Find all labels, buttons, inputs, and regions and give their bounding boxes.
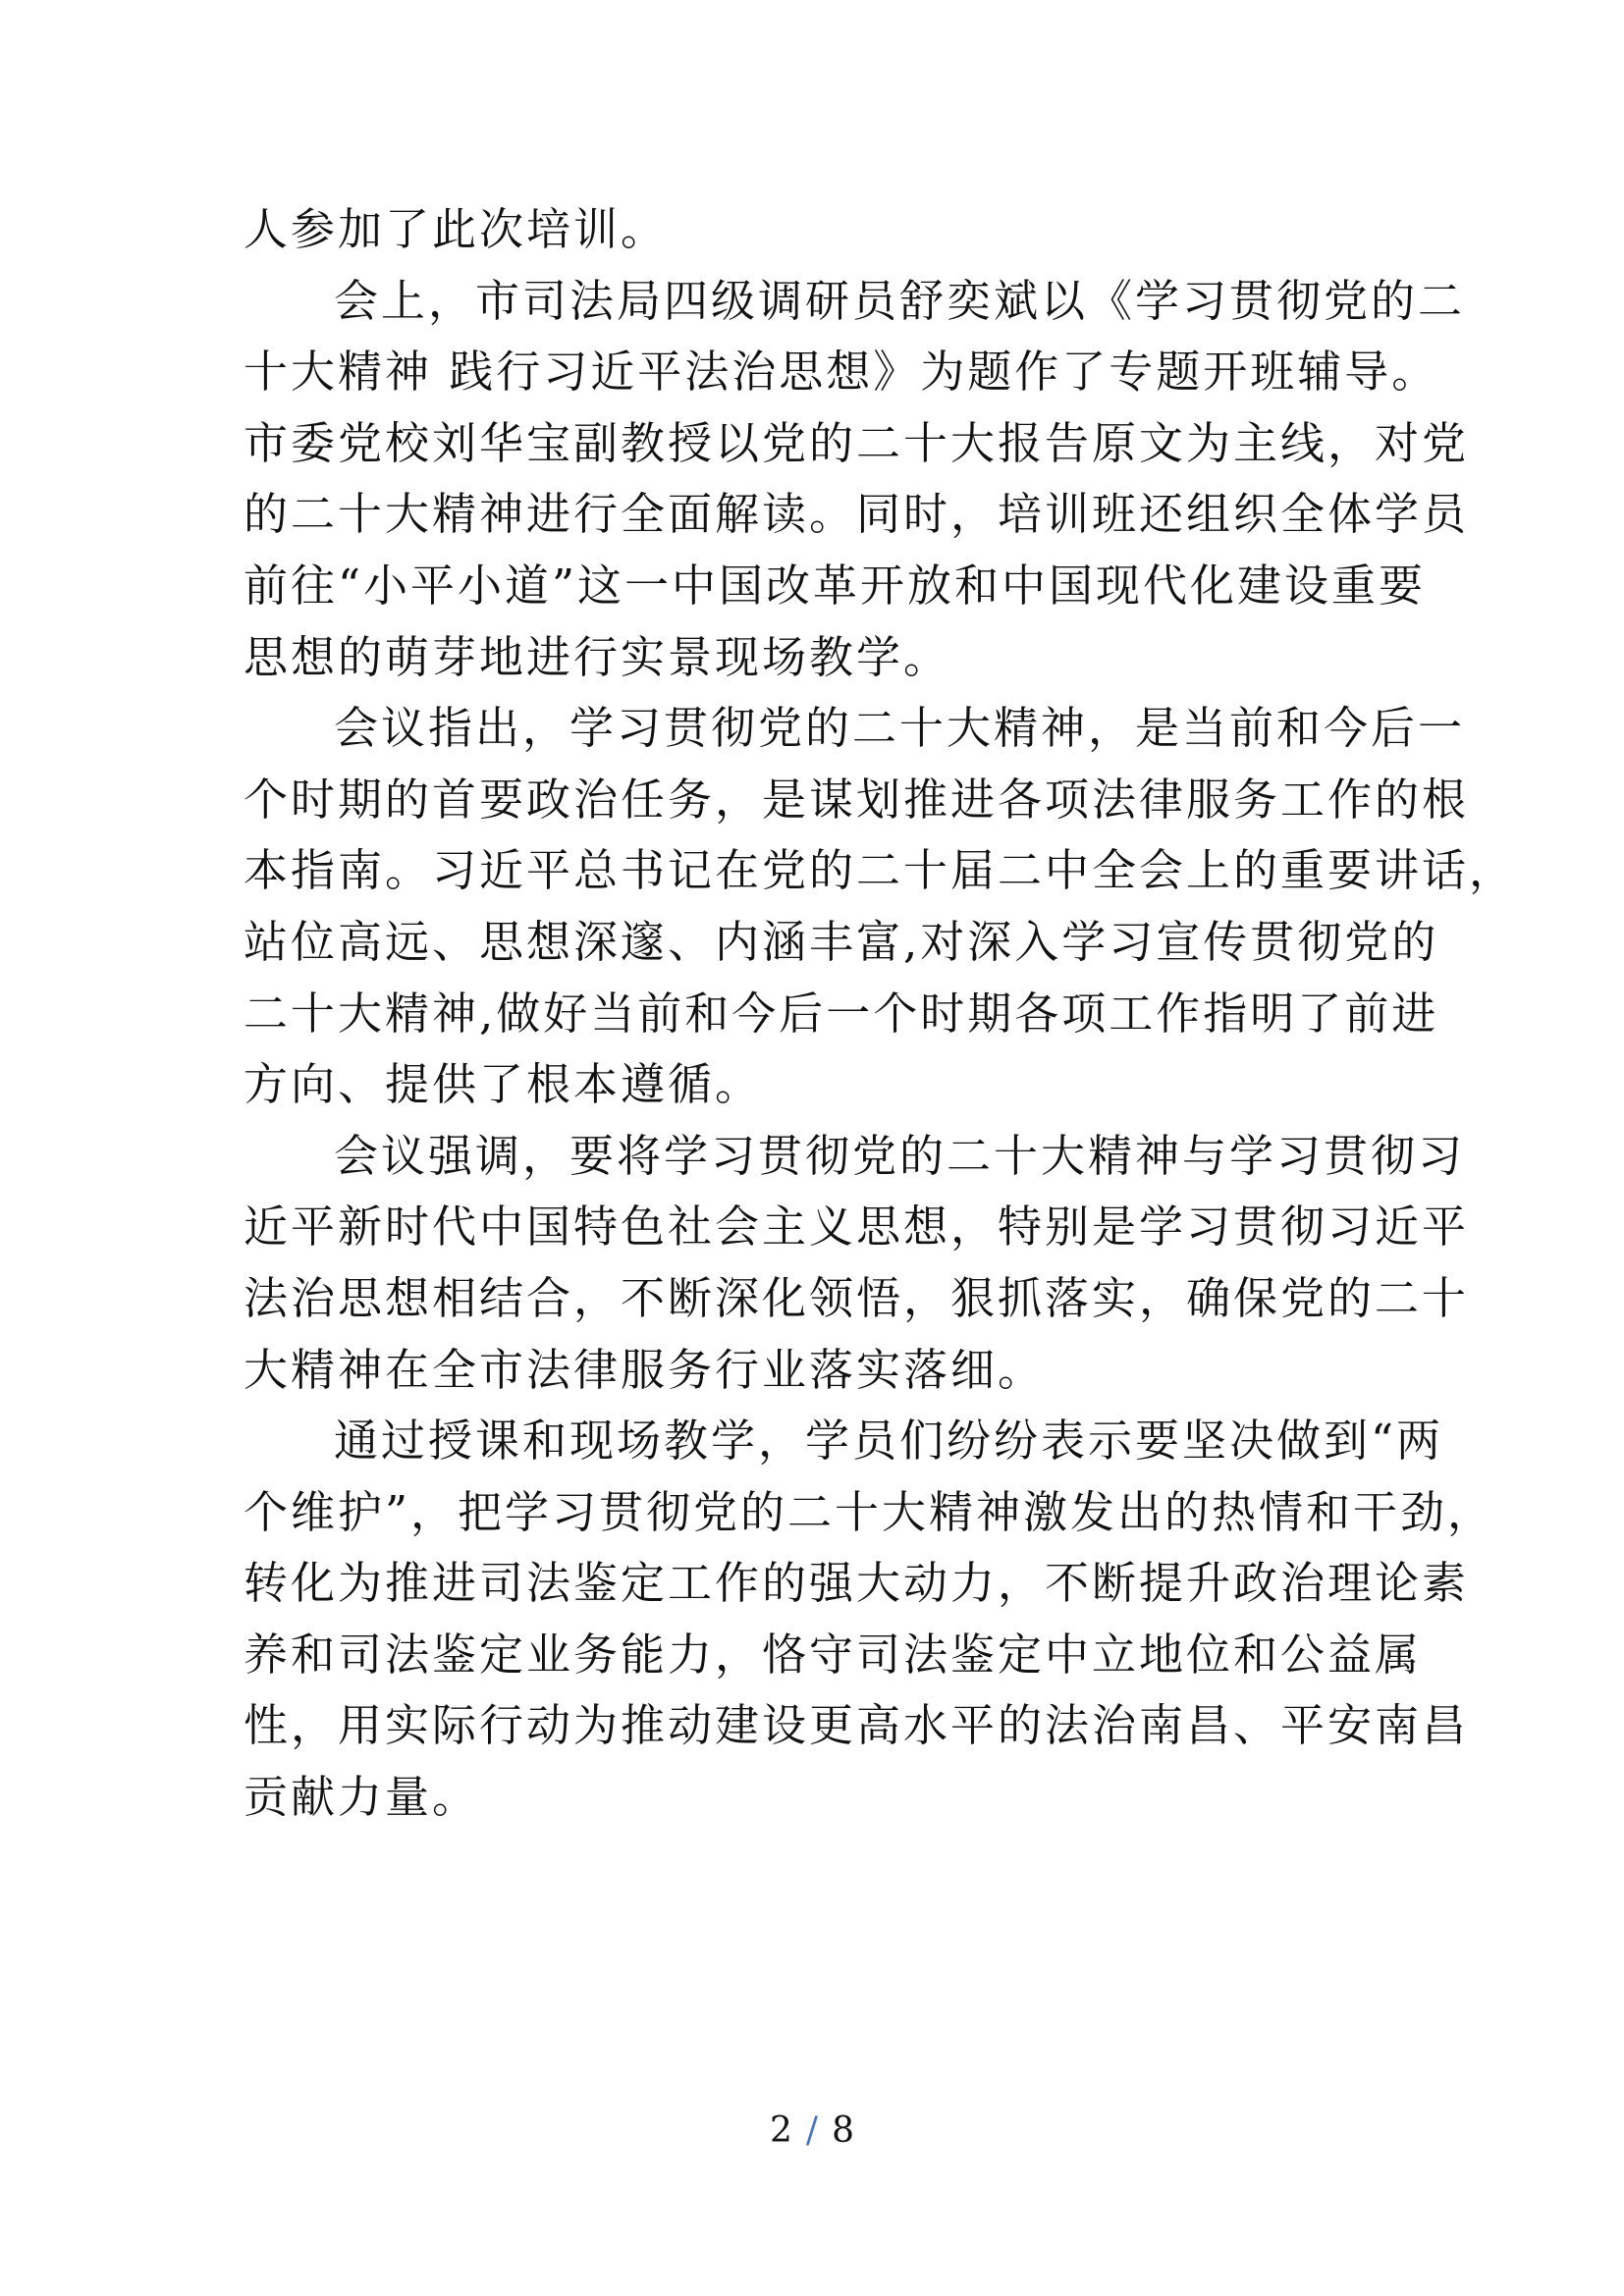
text-line: 会上，市司法局四级调研员舒奕斌以《学习贯彻党的二	[334, 274, 1466, 327]
page-footer	[0, 2110, 1624, 2151]
text-line: 贡献力量。	[244, 1771, 480, 1824]
page-number-total: 8	[832, 2110, 854, 2151]
text-line: 大精神在全市法律服务行业落实落细。	[244, 1343, 1046, 1396]
text-line: 个时期的首要政治任务，是谋划推进各项法律服务工作的根	[244, 773, 1470, 826]
text-line: 人参加了此次培训。	[244, 203, 669, 255]
text-line: 市委党校刘华宝副教授以党的二十大报告原文为主线，对党	[244, 416, 1470, 469]
text-line: 法治思想相结合，不断深化领悟，狠抓落实，确保党的二十	[244, 1271, 1470, 1324]
text-line: 会议强调，要将学习贯彻党的二十大精神与学习贯彻习	[334, 1129, 1466, 1182]
text-line: 二十大精神,做好当前和今后一个时期各项工作指明了前进	[244, 987, 1439, 1040]
text-line: 会议指出，学习贯彻党的二十大精神，是当前和今后一	[334, 702, 1466, 755]
text-line: 的二十大精神进行全面解读。同时，培训班还组织全体学员	[244, 488, 1470, 541]
text-line: 个维护”，把学习贯彻党的二十大精神激发出的热情和干劲，	[244, 1485, 1495, 1538]
text-line: 近平新时代中国特色社会主义思想，特别是学习贯彻习近平	[244, 1201, 1470, 1254]
document-body	[244, 194, 1517, 1834]
text-line: 思想的萌芽地进行实景现场教学。	[244, 630, 951, 683]
text-line: 站位高远、思想深邃、内涵丰富,对深入学习宣传贯彻党的	[244, 915, 1439, 968]
text-line: 性，用实际行动为推动建设更高水平的法治南昌、平安南昌	[244, 1699, 1470, 1752]
text-line: 前往“小平小道”这一中国改革开放和中国现代化建设重要	[244, 559, 1427, 612]
text-line: 十大精神 践行习近平法治思想》为题作了专题开班辅导。	[244, 346, 1439, 399]
page-number-current: 2	[770, 2110, 792, 2151]
text-line: 转化为推进司法鉴定工作的强大动力，不断提升政治理论素	[244, 1557, 1470, 1610]
text-line: 通过授课和现场教学，学员们纷纷表示要坚决做到“两	[334, 1415, 1444, 1468]
page-number-separator: /	[805, 2110, 819, 2151]
text-line: 本指南。习近平总书记在党的二十届二中全会上的重要讲话，	[244, 844, 1517, 897]
text-line: 养和司法鉴定业务能力，恪守司法鉴定中立地位和公益属	[244, 1628, 1423, 1681]
text-line: 方向、提供了根本遵循。	[244, 1058, 763, 1111]
